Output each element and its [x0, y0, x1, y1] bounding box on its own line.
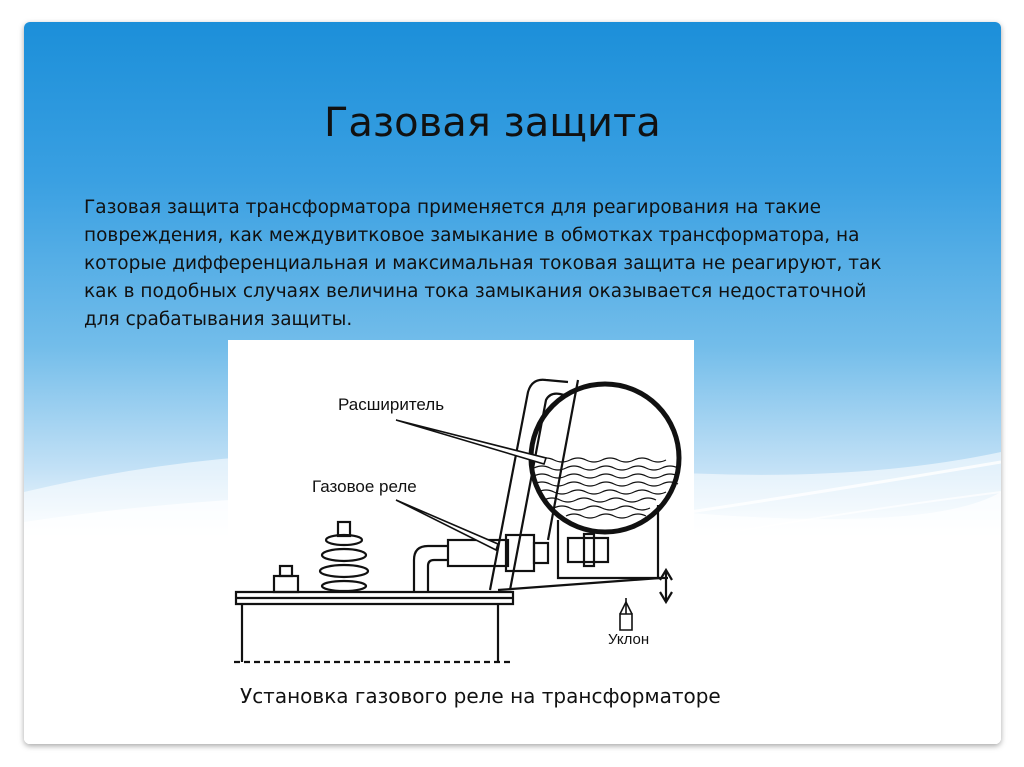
small-terminal: [274, 576, 298, 592]
diagram-svg: [228, 340, 694, 672]
oil-pipe-elbow: [414, 546, 448, 592]
expander-arrow: [396, 420, 546, 464]
bushing: [322, 581, 366, 591]
label-slope: Уклон: [608, 631, 650, 648]
figure-caption: Установка газового реле на трансформаторе: [240, 684, 721, 708]
label-expander: Расширитель: [338, 395, 445, 414]
slide-title: Газовая защита: [324, 100, 661, 146]
label-gas-relay: Газовое реле: [312, 477, 417, 496]
slide-body-text: Газовая защита трансформатора применяется для реагирования на такие повреждения, как междувитковое замыкание в обмотках трансформатора, на которые дифференциальная и максимальная токовая защита не реагируют, так как в подобных случаях величина тока замыкания оказывается недостаточной для срабатывания защиты.: [84, 197, 882, 330]
slide: [24, 22, 1001, 744]
transformer-diagram: [228, 340, 694, 672]
